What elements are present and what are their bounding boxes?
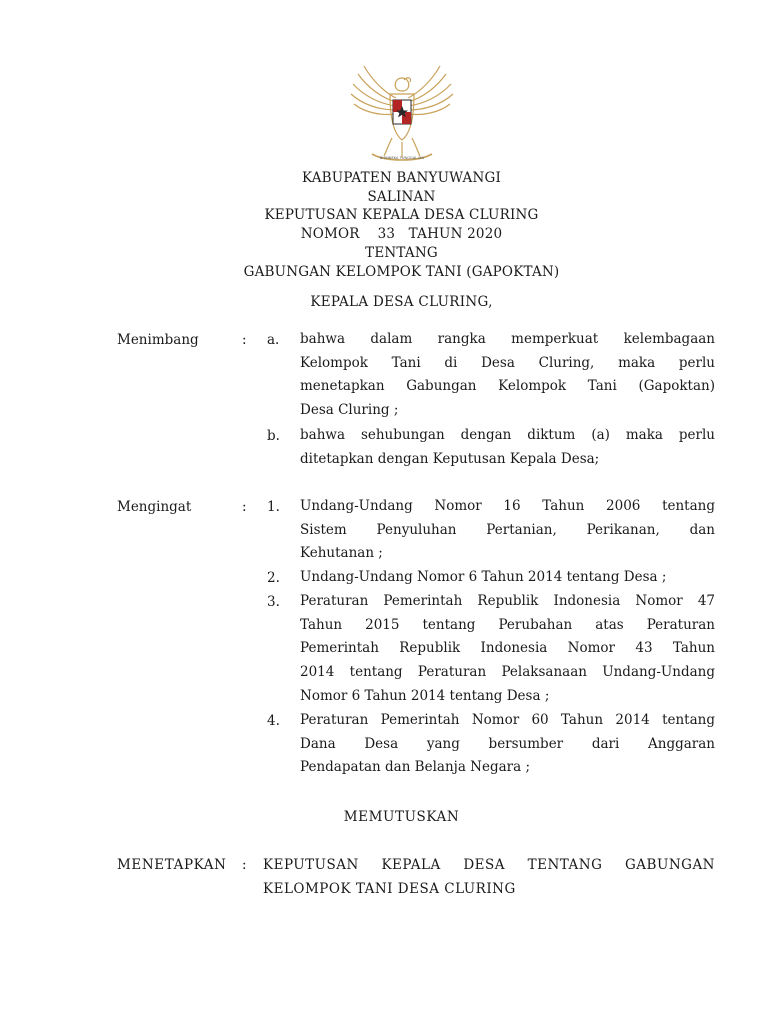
mengingat-item-1	[300, 495, 715, 566]
mengingat-item-2	[300, 566, 715, 590]
text-line: Undang-Undang Nomor 16 Tahun 2006 tentang	[300, 498, 715, 514]
text-line: Kelompok Tani di Desa Cluring, maka perlu	[300, 354, 715, 371]
decree-title: KEPUTUSAN KEPALA DESA CLURING	[264, 207, 539, 224]
menimbang-colon: :	[242, 332, 247, 348]
copy-label: SALINAN	[367, 188, 436, 205]
text-line: ditetapkan dengan Keputusan Kepala Desa;	[300, 450, 600, 467]
mengingat-item-2-num: 2.	[267, 570, 280, 586]
memutuskan-heading: MEMUTUSKAN	[343, 809, 460, 825]
menetapkan-text	[263, 853, 715, 901]
menetapkan-label: MENETAPKAN	[117, 857, 227, 873]
text-line: Undang-Undang Nomor 6 Tahun 2014 tentang Desa ;	[300, 569, 667, 585]
menimbang-item-b-num: b.	[267, 428, 280, 444]
text-line: Nomor 6 Tahun 2014 tentang Desa ;	[300, 687, 550, 704]
decree-subject: GABUNGAN KELOMPOK TANI (GAPOKTAN)	[243, 263, 560, 280]
emblem-motto: BHINNEKA TUNGGAL IKA	[379, 156, 425, 160]
document-header	[0, 169, 768, 281]
text-line: Dana Desa yang bersumber dari Anggaran	[300, 735, 715, 752]
mengingat-item-3	[300, 590, 715, 709]
text-line: Peraturan Pemerintah Nomor 60 Tahun 2014 tentang	[300, 712, 715, 728]
issuer-title: KEPALA DESA CLURING,	[310, 294, 493, 310]
text-line: Pendapatan dan Belanja Negara ;	[300, 759, 531, 776]
text-line: Desa Cluring ;	[300, 402, 399, 419]
mengingat-item-4-num: 4.	[267, 713, 280, 729]
mengingat-colon: :	[242, 499, 247, 515]
menimbang-label: Menimbang	[117, 332, 199, 348]
text-line: 2014 tentang Peraturan Pelaksanaan Undang-Undang	[300, 664, 715, 681]
text-line: Tahun 2015 tentang Perubahan atas Peraturan	[300, 616, 715, 633]
text-line: bahwa dalam rangka memperkuat kelembagaan	[300, 331, 715, 347]
mengingat-item-4	[300, 709, 715, 780]
mengingat-item-1-num: 1.	[267, 499, 280, 515]
decree-number: NOMOR 33 TAHUN 2020	[300, 226, 503, 243]
mengingat-label: Mengingat	[117, 499, 192, 515]
text-line: bahwa sehubungan dengan diktum (a) maka perlu	[300, 427, 715, 443]
text-line: menetapkan Gabungan Kelompok Tani (Gapoktan)	[300, 378, 715, 395]
garuda-emblem	[346, 58, 458, 166]
text-line: Pemerintah Republik Indonesia Nomor 43 Tahun	[300, 640, 715, 657]
menimbang-item-a-num: a.	[267, 332, 280, 348]
text-line: Sistem Penyuluhan Pertanian, Perikanan, dan	[300, 521, 715, 538]
mengingat-item-3-num: 3.	[267, 594, 280, 610]
text-line: Kehutanan ;	[300, 545, 383, 562]
menimbang-item-b	[300, 424, 715, 471]
menimbang-item-a	[300, 328, 715, 423]
menetapkan-colon: :	[242, 857, 247, 873]
text-line: KELOMPOK TANI DESA CLURING	[263, 881, 516, 897]
regency-title: KABUPATEN BANYUWANGI	[301, 170, 502, 186]
about-label: TENTANG	[365, 244, 438, 261]
text-line: KEPUTUSAN KEPALA DESA TENTANG GABUNGAN	[263, 857, 715, 873]
text-line: Peraturan Pemerintah Republik Indonesia Nomor 47	[300, 593, 715, 609]
